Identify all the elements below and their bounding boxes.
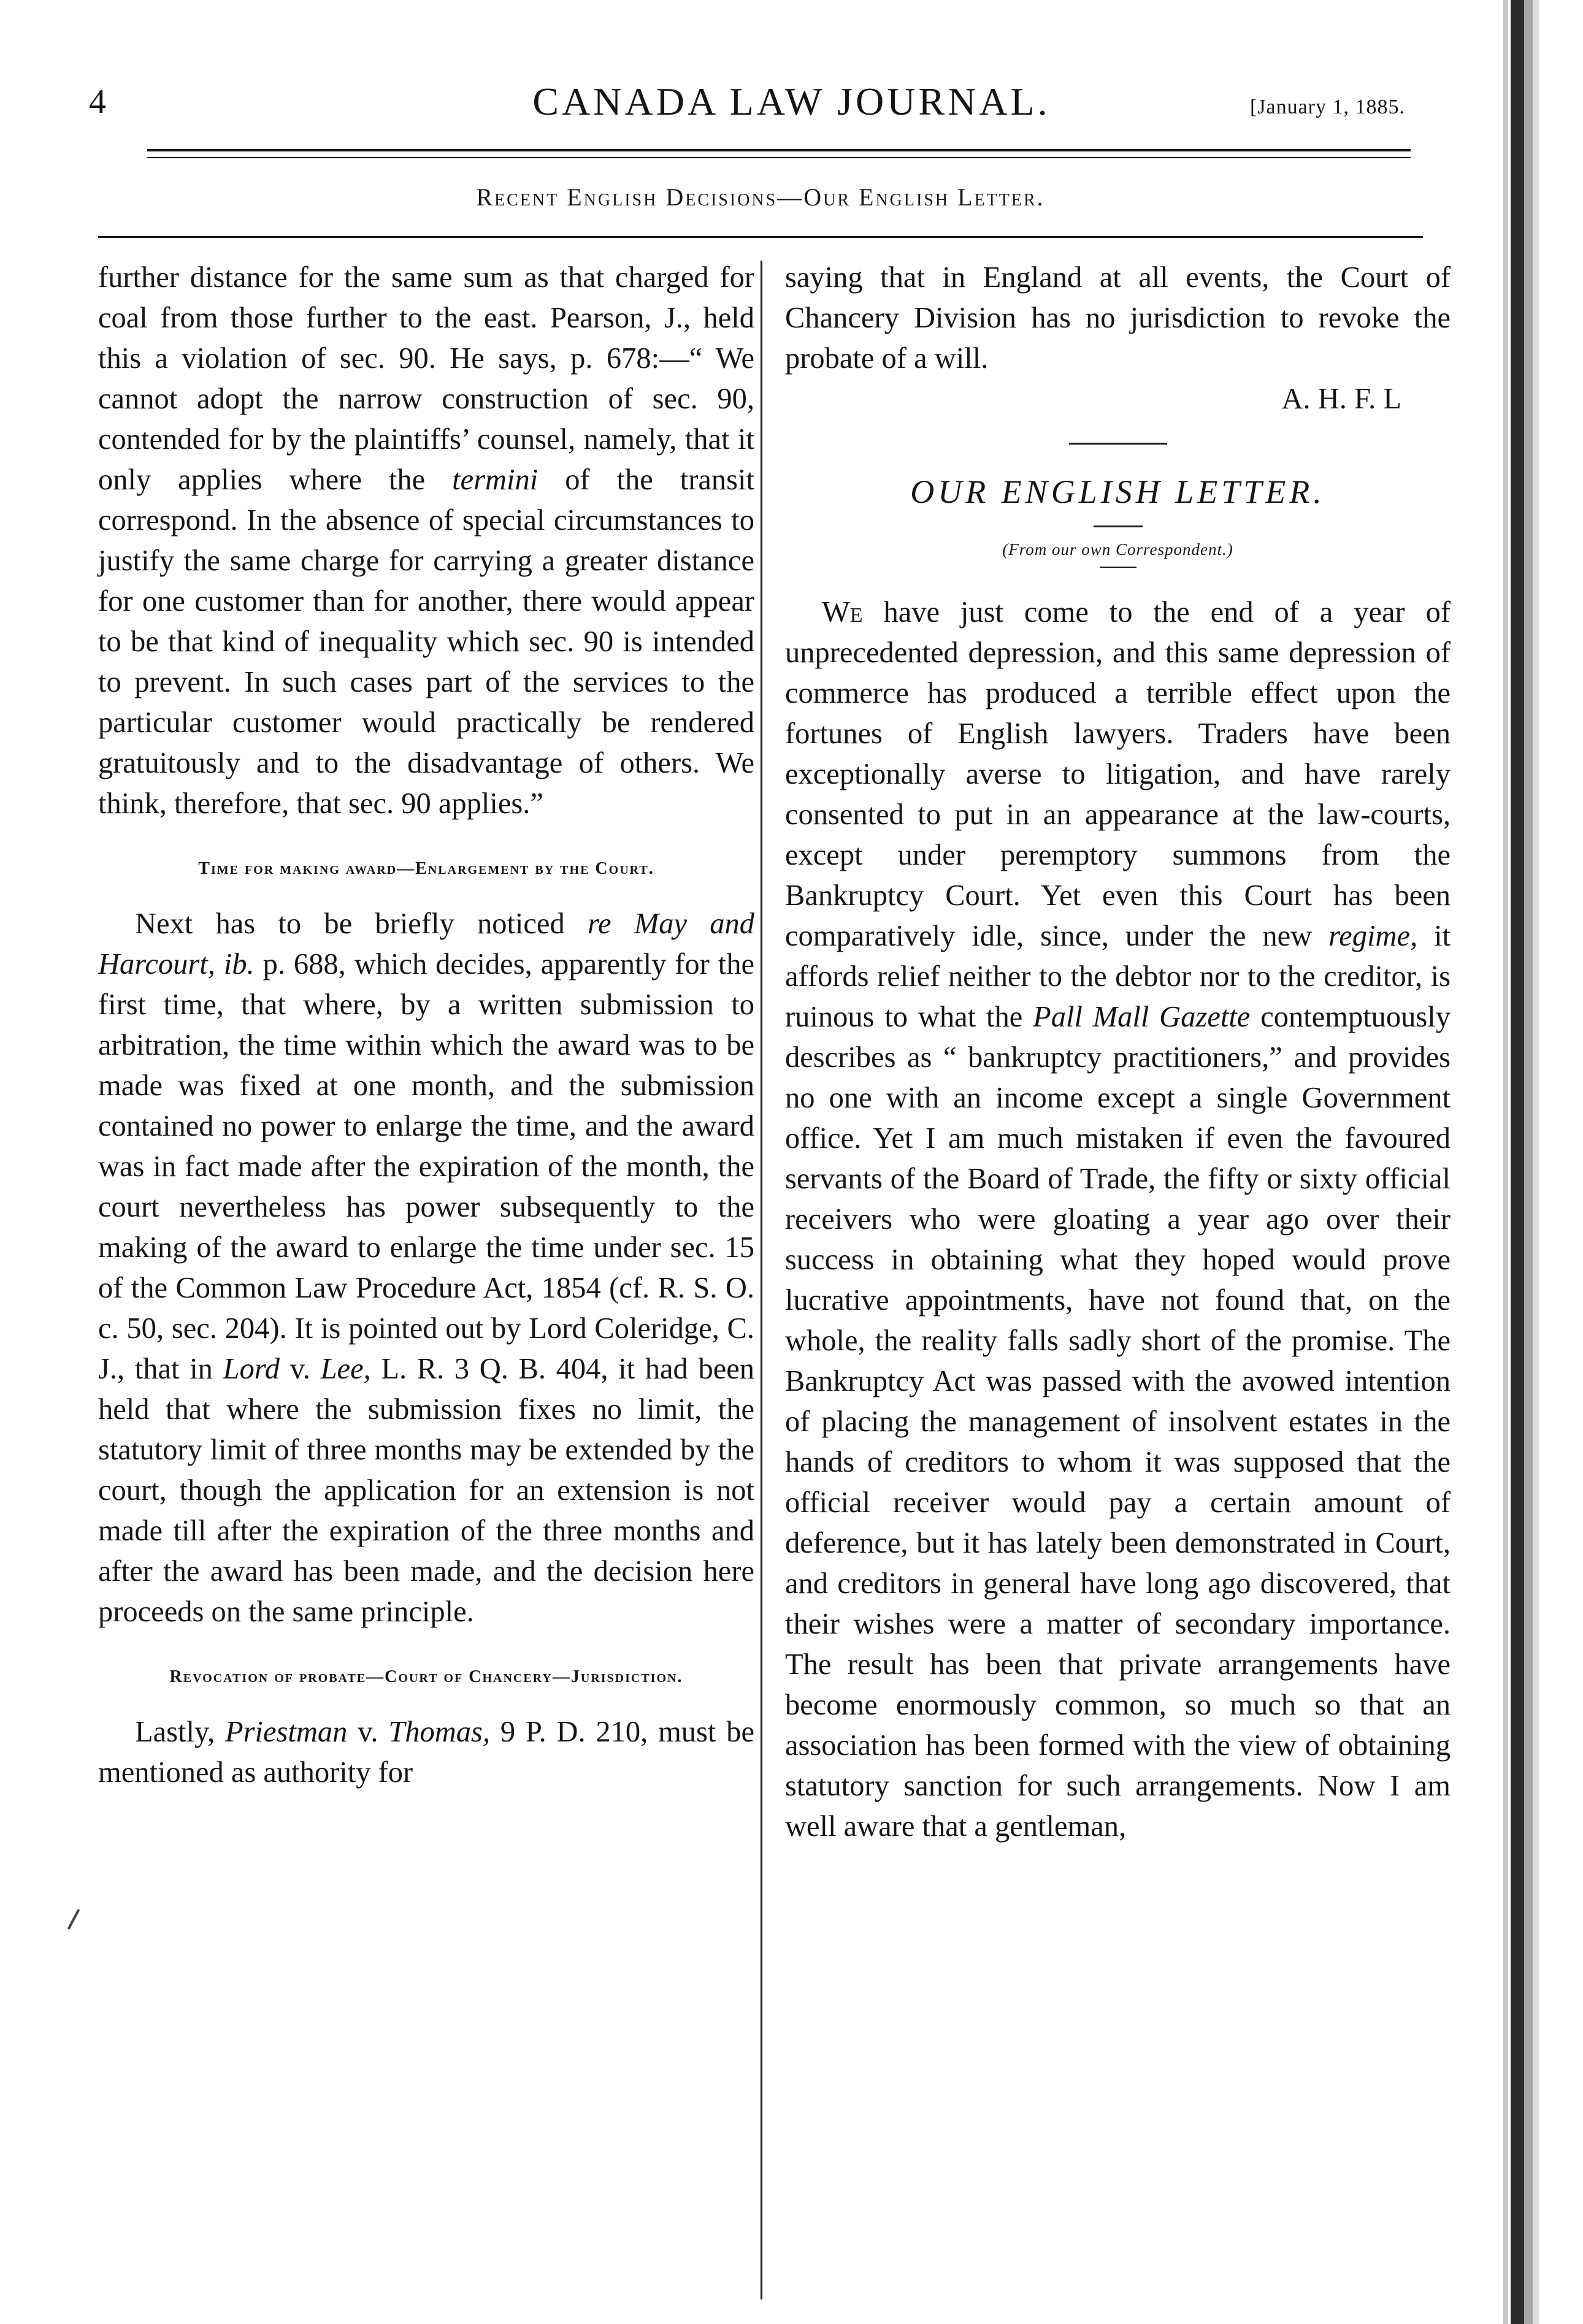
- page-number: 4: [89, 83, 106, 121]
- publication-name: Pall Mall Gazette: [1033, 1001, 1251, 1033]
- paragraph: [98, 1712, 754, 1793]
- paragraph: [785, 592, 1451, 1847]
- section-rule: [98, 236, 1423, 238]
- column-divider: [761, 261, 762, 2299]
- foreign-term: regime,: [1328, 920, 1418, 952]
- section-divider: [1069, 443, 1167, 445]
- opening-word: We: [822, 596, 863, 629]
- case-name: Lord: [223, 1353, 280, 1385]
- signature: A. H. F. L: [1281, 383, 1401, 415]
- paragraph-text: it affords relief neither to the debtor nor to the creditor, is ruinous to what the: [785, 920, 1451, 1033]
- paragraph-text: Next has to be briefly noticed: [135, 908, 565, 940]
- header-rule-top: [147, 149, 1411, 151]
- byline: (From our own Correspondent.): [1002, 540, 1233, 559]
- paragraph: saying that in England at all events, the Court of Chancery Division has no jurisdiction to revoke the probate of a will.: [785, 261, 1451, 375]
- case-name: re May and Harcourt, ib.: [98, 908, 754, 980]
- paragraph-text: Lastly,: [135, 1716, 215, 1748]
- article-title: OUR ENGLISH LETTER.: [910, 473, 1325, 510]
- right-column: [785, 258, 1451, 1847]
- paragraph-text: further distance for the same sum as that charged for coal from those further to the east. Pearson, J., held this a violation of sec. 90. He says, p. 678:—“ We cannot adopt the narrow construction of sec. 90, contended for by the plaintiffs’ counsel, namely, that it only applies where the: [98, 261, 754, 496]
- latin-term: termini: [452, 464, 539, 496]
- subsection-heading: Revocation of probate—Court of Chancery—Jurisdiction.: [169, 1667, 683, 1686]
- paragraph-text: contemptuously describes as “ bankruptcy practitioners,” and provides no one with an income except a single Government office. Yet I am much mistaken if even the favoured servants of the Board of Trade, the fifty or sixty official receivers who were gloating a year ago over their success in obtaining what they hoped would prove lucrative appointments, have not found that, on the whole, the reality falls sadly short of the promise. The Bankruptcy Act was passed with the avowed intention of placing the management of insolvent estates in the hands of creditors to whom it was supposed that the official receiver would pay a certain amount of deference, but it has lately been demonstrated in Court, and creditors in general have long ago discovered, that their wishes were a matter of secondary importance. The result has been that private arrangements have become enormously common, so much so that an association has been formed with the view of obtaining statutory sanction for such arrangements. Now I am well aware that a gentleman,: [785, 1001, 1451, 1843]
- paragraph-text: of the transit correspond. In the absence of special circumstances to justify the same charge for carrying a greater distance for one customer than for another, there would appear to be that kind of inequality which sec. 90 is intended to prevent. In such cases part of the services to the particular customer would practically be rendered gratuitously and to the disadvantage of others. We think, therefore, that sec. 90 applies.”: [98, 464, 754, 820]
- pencil-mark: [67, 1909, 80, 1930]
- paragraph: [98, 258, 754, 824]
- byline-rule: [1100, 567, 1136, 568]
- versus: v.: [358, 1716, 378, 1748]
- subsection-heading: Time for making award—Enlargement by the Court.: [198, 859, 654, 878]
- paragraph: [98, 904, 754, 1632]
- versus: v.: [289, 1353, 310, 1385]
- case-name: Thomas,: [388, 1716, 491, 1748]
- binding-edge: [1500, 0, 1549, 2324]
- header-rule-double: [147, 157, 1411, 158]
- section-head: Recent English Decisions—Our English Letter.: [476, 183, 1045, 211]
- paragraph-text: 9 P. D. 210, must be mentioned as authority for: [98, 1716, 754, 1789]
- left-column: [98, 258, 754, 1793]
- title-rule: [1094, 526, 1143, 527]
- paragraph-text: have just come to the end of a year of unprecedented depression, and this same depression of commerce has produced a terrible effect upon the fortunes of English lawyers. Traders have been exceptionally averse to litigation, and have rarely consented to put in an appearance at the law-courts, except under peremptory summons from the Bankruptcy Court. Yet even this Court has been comparatively idle, since, under the new: [785, 596, 1451, 952]
- case-name: Priestman: [225, 1716, 348, 1748]
- journal-title: CANADA LAW JOURNAL.: [532, 80, 1051, 123]
- paragraph-text: p. 688, which decides, apparently for the first time, that where, by a written submission to arbitration, the time within which the award was to be made was fixed at one month, and the submission contained no power to enlarge the time, and the award was in fact made after the expiration of the month, the court nevertheless has power subsequently to the making of the award to enlarge the time under sec. 15 of the Common Law Procedure Act, 1854 (cf. R. S. O. c. 50, sec. 204). It is pointed out by Lord Coleridge, C. J., that in: [98, 948, 754, 1385]
- issue-date: [January 1, 1885.: [1249, 96, 1405, 118]
- case-name: Lee,: [320, 1353, 371, 1385]
- paragraph-text: L. R. 3 Q. B. 404, it had been held that where the submission fixes no limit, the statutory limit of three months may be extended by the court, though the application for an extension is not made till after the expiration of the three months and after the award has been made, and the decision here proceeds on the same principle.: [98, 1353, 754, 1628]
